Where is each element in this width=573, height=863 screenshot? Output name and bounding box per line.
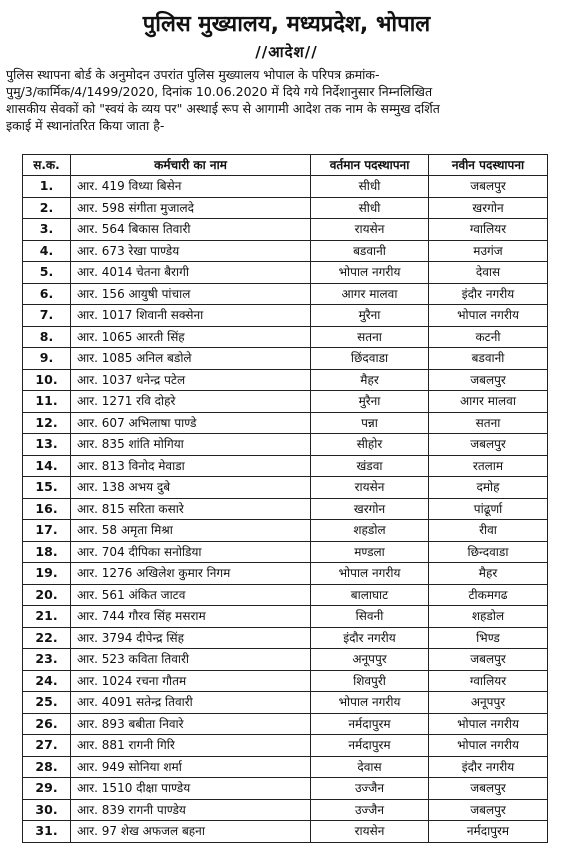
current-posting-cell: रायसेन [311, 821, 429, 843]
table-row [23, 391, 548, 413]
table-row [23, 821, 548, 843]
table-row [23, 541, 548, 563]
current-posting-cell: भोपाल नगरीय [311, 262, 429, 284]
employee-name-cell: आर. 607 अभिलाषा पाण्डे [71, 412, 311, 434]
table-row [23, 262, 548, 284]
serial-cell: 8. [23, 326, 71, 348]
new-posting-cell: जबलपुर [429, 799, 548, 821]
current-posting-cell: सतना [311, 326, 429, 348]
serial-cell: 22. [23, 627, 71, 649]
table-row [23, 369, 548, 391]
current-posting-cell: शिवपुरी [311, 670, 429, 692]
serial-cell: 18. [23, 541, 71, 563]
current-posting-cell: रायसेन [311, 219, 429, 241]
new-posting-cell: ग्वालियर [429, 670, 548, 692]
header-serial: स.क. [23, 155, 71, 176]
new-posting-cell: भिण्ड [429, 627, 548, 649]
serial-cell: 10. [23, 369, 71, 391]
new-posting-cell: भोपाल नगरीय [429, 735, 548, 757]
table-row [23, 412, 548, 434]
serial-cell: 15. [23, 477, 71, 499]
table-row [23, 563, 548, 585]
employee-name-cell: आर. 4091 सतेन्द्र तिवारी [71, 692, 311, 714]
serial-cell: 19. [23, 563, 71, 585]
employee-name-cell: आर. 419 विध्या बिसेन [71, 176, 311, 198]
serial-cell: 20. [23, 584, 71, 606]
serial-cell: 13. [23, 434, 71, 456]
employee-name-cell: आर. 1510 दीक्षा पाण्डेय [71, 778, 311, 800]
current-posting-cell: सीहोर [311, 434, 429, 456]
employee-name-cell: आर. 561 अंकित जाटव [71, 584, 311, 606]
new-posting-cell: खरगोन [429, 197, 548, 219]
table-row [23, 756, 548, 778]
header-current-posting: वर्तमान पदस्थापना [311, 155, 429, 176]
current-posting-cell: बालाघाट [311, 584, 429, 606]
current-posting-cell: सिवनी [311, 606, 429, 628]
header-employee-name: कर्मचारी का नाम [71, 155, 311, 176]
table-row [23, 305, 548, 327]
new-posting-cell: सतना [429, 412, 548, 434]
page-title: पुलिस मुख्यालय, मध्यप्रदेश, भोपाल [142, 12, 431, 37]
table-row [23, 584, 548, 606]
employee-name-cell: आर. 744 गौरव सिंह मसराम [71, 606, 311, 628]
table-row [23, 326, 548, 348]
employee-name-cell: आर. 97 शेख अफजल बहना [71, 821, 311, 843]
transfer-table [22, 154, 548, 843]
employee-name-cell: आर. 156 आयुषी पांचाल [71, 283, 311, 305]
new-posting-cell: रीवा [429, 520, 548, 542]
current-posting-cell: रायसेन [311, 477, 429, 499]
new-posting-cell: जबलपुर [429, 778, 548, 800]
current-posting-cell: उज्जैन [311, 778, 429, 800]
current-posting-cell: अनूपपुर [311, 649, 429, 671]
employee-name-cell: आर. 598 संगीता मुजालदे [71, 197, 311, 219]
table-row [23, 477, 548, 499]
table-row [23, 670, 548, 692]
table-row [23, 735, 548, 757]
table-row [23, 176, 548, 198]
new-posting-cell: भोपाल नगरीय [429, 305, 548, 327]
table-row [23, 649, 548, 671]
table-row [23, 520, 548, 542]
new-posting-cell: जबलपुर [429, 649, 548, 671]
current-posting-cell: सीधी [311, 197, 429, 219]
table-row [23, 434, 548, 456]
new-posting-cell: मैहर [429, 563, 548, 585]
new-posting-cell: नर्मदापुरम [429, 821, 548, 843]
new-posting-cell: कटनी [429, 326, 548, 348]
employee-name-cell: आर. 1024 रचना गौतम [71, 670, 311, 692]
serial-cell: 1. [23, 176, 71, 198]
new-posting-cell: आगर मालवा [429, 391, 548, 413]
serial-cell: 26. [23, 713, 71, 735]
table-row [23, 498, 548, 520]
employee-name-cell: आर. 1271 रवि दोहरे [71, 391, 311, 413]
current-posting-cell: खंडवा [311, 455, 429, 477]
employee-name-cell: आर. 3794 दीपेन्द्र सिंह [71, 627, 311, 649]
current-posting-cell: मैहर [311, 369, 429, 391]
employee-name-cell: आर. 58 अमृता मिश्रा [71, 520, 311, 542]
serial-cell: 14. [23, 455, 71, 477]
employee-name-cell: आर. 949 सोनिया शर्मा [71, 756, 311, 778]
employee-name-cell: आर. 1065 आरती सिंह [71, 326, 311, 348]
new-posting-cell: देवास [429, 262, 548, 284]
new-posting-cell: ग्वालियर [429, 219, 548, 241]
new-posting-cell: बडवानी [429, 348, 548, 370]
serial-cell: 31. [23, 821, 71, 843]
employee-name-cell: आर. 1017 शिवानी सक्सेना [71, 305, 311, 327]
table-row [23, 799, 548, 821]
employee-name-cell: आर. 839 रागनी पाण्डेय [71, 799, 311, 821]
current-posting-cell: सीधी [311, 176, 429, 198]
employee-name-cell: आर. 835 शांति मोगिया [71, 434, 311, 456]
table-row [23, 197, 548, 219]
serial-cell: 4. [23, 240, 71, 262]
serial-cell: 9. [23, 348, 71, 370]
new-posting-cell: रतलाम [429, 455, 548, 477]
new-posting-cell: शहडोल [429, 606, 548, 628]
current-posting-cell: बडवानी [311, 240, 429, 262]
new-posting-cell: दमोह [429, 477, 548, 499]
employee-name-cell: आर. 1037 धनेन्द्र पटेल [71, 369, 311, 391]
new-posting-cell: इंदौर नगरीय [429, 283, 548, 305]
current-posting-cell: नर्मदापुरम [311, 735, 429, 757]
new-posting-cell: अनूपपुर [429, 692, 548, 714]
header-new-posting: नवीन पदस्थापना [429, 155, 548, 176]
table-row [23, 348, 548, 370]
new-posting-cell: जबलपुर [429, 369, 548, 391]
employee-name-cell: आर. 881 रागनी गिरि [71, 735, 311, 757]
serial-cell: 7. [23, 305, 71, 327]
current-posting-cell: शहडोल [311, 520, 429, 542]
serial-cell: 28. [23, 756, 71, 778]
serial-cell: 6. [23, 283, 71, 305]
new-posting-cell: पांढूर्णा [429, 498, 548, 520]
intro-line: पुलिस स्थापना बोर्ड के अनुमोदन उपरांत पुलिस मुख्यालय भोपाल के परिपत्र क्रमांक- [6, 67, 380, 82]
table-row [23, 240, 548, 262]
employee-name-cell: आर. 138 अभय दुबे [71, 477, 311, 499]
employee-name-cell: आर. 704 दीपिका सनोडिया [71, 541, 311, 563]
serial-cell: 30. [23, 799, 71, 821]
intro-paragraph [6, 66, 566, 134]
serial-cell: 17. [23, 520, 71, 542]
table-row [23, 219, 548, 241]
new-posting-cell: जबलपुर [429, 176, 548, 198]
intro-line: शासकीय सेवकों को "स्वयं के व्यय पर" अस्थाई रूप से आगामी आदेश तक नाम के सम्मुख दर्शित [6, 101, 440, 116]
new-posting-cell: जबलपुर [429, 434, 548, 456]
serial-cell: 5. [23, 262, 71, 284]
serial-cell: 27. [23, 735, 71, 757]
table-row [23, 778, 548, 800]
employee-name-cell: आर. 673 रेखा पाण्डेय [71, 240, 311, 262]
current-posting-cell: मण्डला [311, 541, 429, 563]
current-posting-cell: छिंदवाडा [311, 348, 429, 370]
current-posting-cell: मुरैना [311, 391, 429, 413]
employee-name-cell: आर. 813 विनोद मेवाडा [71, 455, 311, 477]
serial-cell: 25. [23, 692, 71, 714]
current-posting-cell: भोपाल नगरीय [311, 692, 429, 714]
table-row [23, 283, 548, 305]
serial-cell: 21. [23, 606, 71, 628]
serial-cell: 3. [23, 219, 71, 241]
current-posting-cell: देवास [311, 756, 429, 778]
current-posting-cell: आगर मालवा [311, 283, 429, 305]
employee-name-cell: आर. 1085 अनिल बडोले [71, 348, 311, 370]
current-posting-cell: इंदौर नगरीय [311, 627, 429, 649]
current-posting-cell: नर्मदापुरम [311, 713, 429, 735]
new-posting-cell: मउगंज [429, 240, 548, 262]
new-posting-cell: छिन्दवाडा [429, 541, 548, 563]
employee-name-cell: आर. 564 बिकास तिवारी [71, 219, 311, 241]
serial-cell: 12. [23, 412, 71, 434]
table-row [23, 692, 548, 714]
serial-cell: 24. [23, 670, 71, 692]
serial-cell: 29. [23, 778, 71, 800]
table-row [23, 606, 548, 628]
employee-name-cell: आर. 1276 अखिलेश कुमार निगम [71, 563, 311, 585]
table-row [23, 455, 548, 477]
serial-cell: 23. [23, 649, 71, 671]
intro-line: इकाई में स्थानांतरित किया जाता है- [6, 118, 165, 133]
current-posting-cell: खरगोन [311, 498, 429, 520]
current-posting-cell: मुरैना [311, 305, 429, 327]
employee-name-cell: आर. 815 सरिता कसारे [71, 498, 311, 520]
serial-cell: 16. [23, 498, 71, 520]
table-row [23, 713, 548, 735]
new-posting-cell: भोपाल नगरीय [429, 713, 548, 735]
current-posting-cell: उज्जैन [311, 799, 429, 821]
current-posting-cell: पन्ना [311, 412, 429, 434]
new-posting-cell: इंदौर नगरीय [429, 756, 548, 778]
employee-name-cell: आर. 893 बबीता निवारे [71, 713, 311, 735]
intro-line: पुमु/3/कार्मिक/4/1499/2020, दिनांक 10.06.2020 में दिये गये निर्देशानुसार निम्नलिखित [6, 84, 433, 99]
serial-cell: 11. [23, 391, 71, 413]
order-heading: //आदेश// [255, 43, 318, 61]
table-header-row [23, 155, 548, 176]
serial-cell: 2. [23, 197, 71, 219]
current-posting-cell: भोपाल नगरीय [311, 563, 429, 585]
new-posting-cell: टीकमगढ [429, 584, 548, 606]
employee-name-cell: आर. 4014 चेतना बैरागी [71, 262, 311, 284]
employee-name-cell: आर. 523 कविता तिवारी [71, 649, 311, 671]
table-row [23, 627, 548, 649]
